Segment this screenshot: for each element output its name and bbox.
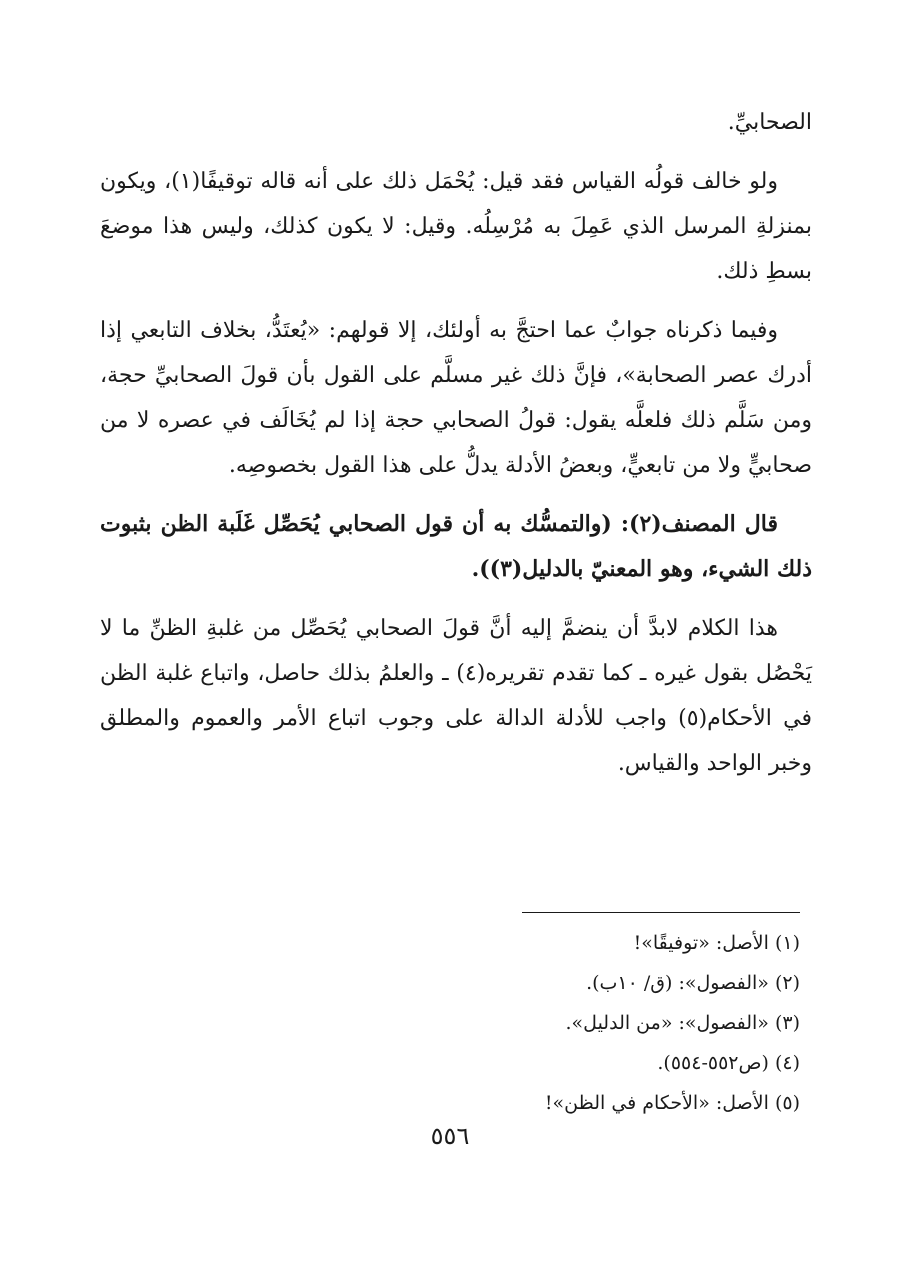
footnote-1: (١) الأصل: «توفيقًا»! <box>633 932 800 954</box>
paragraph-continuation: الصحابيِّ. <box>727 110 812 135</box>
footnote-3: (٣) «الفصول»: «من الدليل». <box>565 1012 800 1034</box>
paragraph-answer: وفيما ذكرناه جوابٌ عما احتجَّ به أولئك، إلا قولهم: «يُعتَدُّ، بخلاف التابعي إذا أدرك عصر الصحابة»، فإنَّ ذلك غير مسلَّم على القول بأن قولَ الصحابيِّ حجة، ومن سَلَّم ذلك فلعلَّه يقول: قولُ الصحابي حجة إذا لم يُخَالَف في عصره لا من صحابيٍّ ولا من تابعيٍّ، وبعضُ الأدلة يدلُّ على هذا القول بخصوصِه. <box>100 318 812 478</box>
footnote-2: (٢) «الفصول»: (ق/ ١٠ب). <box>586 972 800 994</box>
footnote-4: (٤) (ص٥٥٢-٥٥٤). <box>657 1052 800 1074</box>
paragraph-qiyas: ولو خالف قولُه القياس فقد قيل: يُحْمَل ذلك على أنه قاله توقيفًا(١)، ويكون بمنزلةِ المرسل الذي عَمِلَ به مُرْسِلُه. وقيل: لا يكون كذلك، وليس هذا موضعَ بسطِ ذلك. <box>100 169 812 284</box>
footnotes <box>280 923 800 1123</box>
main-text <box>100 100 812 800</box>
paragraph-commentary: هذا الكلام لابدَّ أن ينضمَّ إليه أنَّ قولَ الصحابي يُحَصِّل من غلبةِ الظنِّ ما لا يَحْصُل بقول غيره ـ كما تقدم تقريره(٤) ـ والعلمُ بذلك حاصل، واتباع غلبة الظن في الأحكام(٥) واجب للأدلة الدالة على وجوب اتباع الأمر والعموم والمطلق وخبر الواحد والقياس. <box>100 616 812 776</box>
paragraph-author-quote: قال المصنف(٢): (والتمسُّك به أن قول الصحابي يُحَصِّل غَلَبة الظن بثبوت ذلك الشيء، وهو المعنيّ بالدليل(٣)). <box>100 511 812 582</box>
footnote-5: (٥) الأصل: «الأحكام في الظن»! <box>544 1092 800 1114</box>
page-number: ٥٥٦ <box>430 1122 470 1150</box>
footnote-divider <box>522 912 800 913</box>
